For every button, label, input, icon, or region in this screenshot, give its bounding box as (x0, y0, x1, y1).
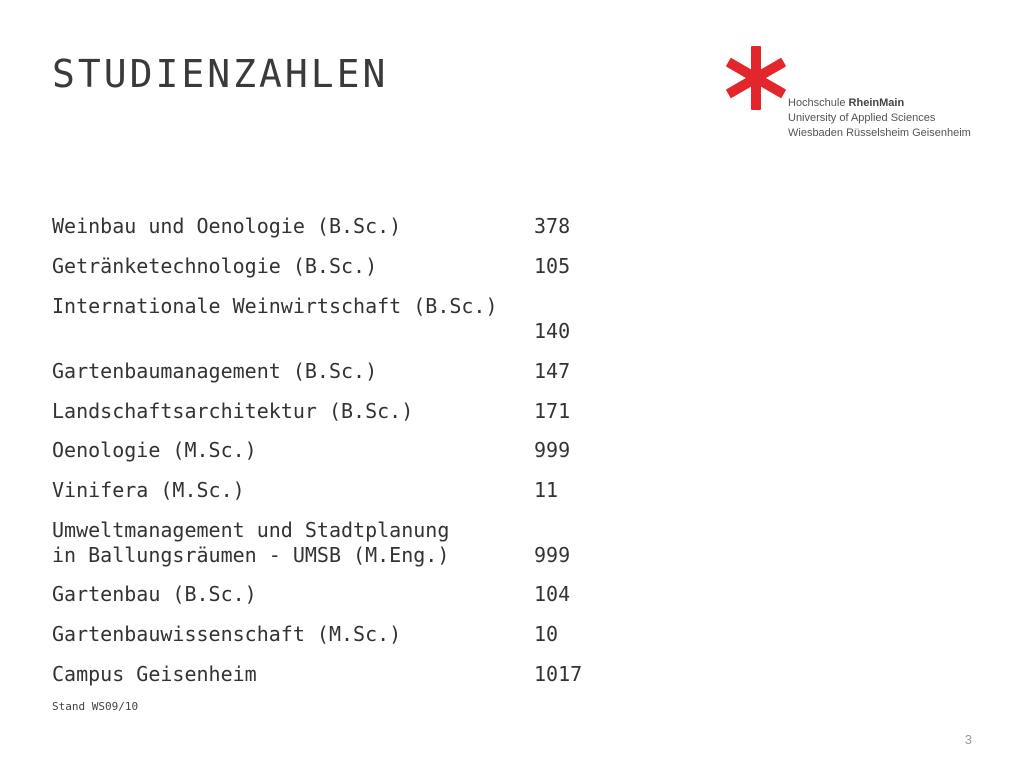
program-label-line1: Umweltmanagement und Stadtplanung (52, 518, 450, 542)
star-logo-icon (722, 44, 792, 114)
program-label: Weinbau und Oenologie (B.Sc.) (52, 214, 402, 238)
program-label: Gartenbauwissenschaft (M.Sc.) (52, 622, 402, 646)
program-count: 999 (534, 438, 571, 462)
list-item (52, 359, 672, 384)
program-label: Internationale Weinwirtschaft (B.Sc.) (52, 294, 498, 318)
list-item (52, 518, 672, 568)
program-label: Vinifera (M.Sc.) (52, 478, 245, 502)
list-item (52, 254, 672, 279)
list-item (52, 478, 672, 503)
program-count: 147 (534, 359, 571, 383)
program-label: Gartenbaumanagement (B.Sc.) (52, 359, 378, 383)
program-label: Gartenbau (B.Sc.) (52, 582, 257, 606)
list-item (52, 582, 672, 607)
list-item (52, 438, 672, 463)
slide-title: STUDIENZAHLEN (52, 52, 389, 96)
program-count: 10 (534, 622, 559, 646)
program-label: Landschaftsarchitektur (B.Sc.) (52, 399, 414, 423)
logo-wordmark (788, 96, 971, 141)
program-label: Oenologie (M.Sc.) (52, 438, 257, 462)
logo-line1-bold: RheinMain (848, 97, 905, 109)
program-count: 140 (534, 319, 571, 343)
program-count: 105 (534, 254, 571, 278)
program-label: in Ballungsräumen - UMSB (M.Eng.) (52, 543, 450, 567)
logo-line1-regular: Hochschule (788, 97, 849, 109)
program-count: 104 (534, 582, 571, 606)
list-item (52, 662, 672, 687)
list-item (52, 622, 672, 647)
logo-line3: Wiesbaden Rüsselsheim Geisenheim (788, 127, 971, 139)
program-count: 378 (534, 214, 571, 238)
program-count: 171 (534, 399, 571, 423)
program-count: 11 (534, 478, 559, 502)
program-count: 1017 (534, 662, 583, 686)
program-label: Campus Geisenheim (52, 662, 257, 686)
program-count: 999 (534, 543, 571, 567)
university-logo (722, 44, 982, 144)
page-number: 3 (964, 732, 972, 747)
logo-line2: University of Applied Sciences (788, 112, 936, 124)
list-item (52, 214, 672, 239)
footnote: Stand WS09/10 (52, 700, 139, 713)
list-item (52, 399, 672, 424)
program-label: Getränketechnologie (B.Sc.) (52, 254, 378, 278)
list-item (52, 294, 672, 344)
